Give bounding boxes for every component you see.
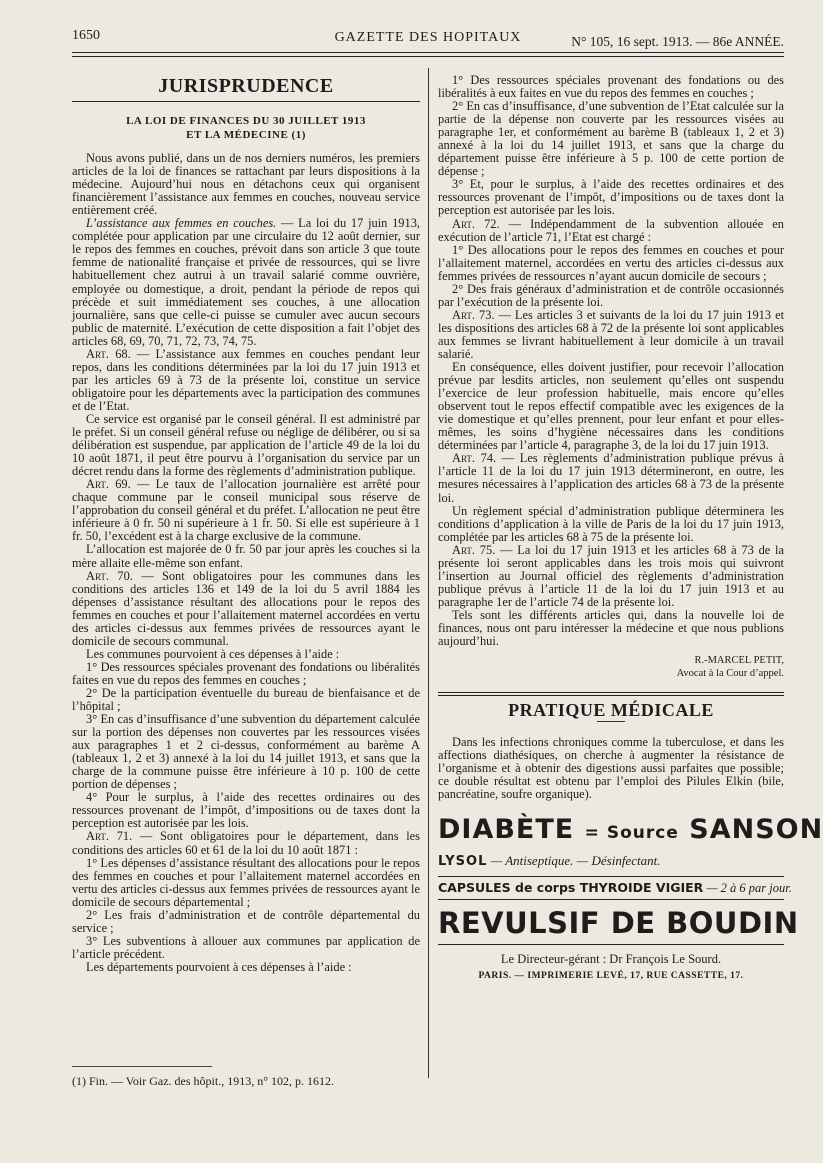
list-item: 1° Des ressources spéciales provenant des fondations ou des libéralités à eux faites en vue du repos des femmes en couches ;: [438, 73, 784, 101]
section-title-pratique-medicale: PRATIQUE MÉDICALE: [508, 700, 714, 721]
page-number: 1650: [72, 28, 100, 43]
paragraph: Un règlement spécial d’administration publique déterminera les conditions d’application à la ville de Paris de la loi du 17 juin 1913, complétée par les articles 68 à 75 de la présente loi.: [438, 503, 784, 544]
list-item: 2° Des frais généraux d’administration et de contrôle occasionnés par l’exécution de la présente loi.: [438, 281, 784, 309]
ad-capsules-thyroide: CAPSULES de corps THYROIDE VIGIER — 2 à 6 par jour.: [438, 876, 784, 900]
paragraph: Ce service est organisé par le conseil général. Il est administré par le préfet. Si un conseil général refuse ou néglige de délibérer, ou si sa délibération est suspendue, par application de l’article 49 de la loi du 10 août 1871, il peut être pourvu à l’organisation du service par un décret rendu dans la forme des règlements d’administration publique.: [72, 411, 420, 479]
page-header: [72, 24, 784, 48]
list-item: 1° Des ressources spéciales provenant des fondations ou libéralités faites en vue du repos des femmes en couches ;: [72, 659, 420, 687]
section-separator: [438, 692, 784, 696]
article-70: Art. 70. — Sont obligatoires pour les communes dans les conditions des articles 136 et 149 de la loi du 5 avril 1884 les dépenses d’assistance résultant des allocations pour le repos des femmes en couches et pour l’allaitement maternel accordées en vertu des articles ci-dessus aux femmes privées de ressources ayant le domicile de secours communal.: [72, 568, 421, 648]
issue-info: N° 105, 16 sept. 1913. — 86e ANNÉE.: [571, 34, 784, 49]
header-rule-bottom: [72, 56, 784, 57]
list-item: 3° Les subventions à allouer aux communes par application de l’article précédent.: [72, 933, 420, 961]
list-item: 2° En cas d’insuffisance, d’une subvention de l’Etat calculée sur la partie de la dépense non couverte par les ressources visées au paragraphe 1er, et conformément au barème B (tableaux 1, 2 et 3) annexé à la loi du 14 juillet 1913, et sans que la charge du département puisse être inférieure à 5 p. 100 de cette portion de dépense ;: [438, 99, 784, 179]
ad-lysol: LYSOL — Antiseptique. — Désinfectant.: [438, 853, 661, 870]
list-item: 2° De la participation éventuelle du bureau de bienfaisance et de l’hôpital ;: [72, 685, 420, 714]
left-column: [72, 74, 420, 974]
paragraph: Nous avons publié, dans un de nos derniers numéros, les premiers articles de la loi de finances se rattachant par leurs dispositions à la médecine. Aujourd’hui nous en détachons ceux qui organisent financièrement l’assistance aux femmes en couches, nouveau service entièrement créé.: [72, 151, 420, 218]
paragraph: Dans les infections chroniques comme la tuberculose, et dans les affections diathésiques, on cherche à augmenter la résistance de l’organisme et à obtenir des digestions aussi parfaites que possible; ce double résultat est obtenu par l’emploi des Pilules Elkin (bile, pancréatine, soufre organique).: [438, 735, 784, 802]
paragraph: L’assistance aux femmes en couches. — La loi du 17 juin 1913, complétée pour application par une circulaire du 12 août dernier, sur le repos des femmes en couches, prévoit dans son article 3 que toute femme de nationalité française et privée de ressources, qui se livre habituellement chez autrui à un travail salarié comme ouvrière, employée ou domestique, a droit, pendant la période de repos qui précède et suit immédiatement ses couches, à une allocation journalière, sans que celle-ci puisse se cumuler avec aucun secours public de maternité. L’exécution de cette disposition a fait l’objet des articles 68, 69, 70, 71, 72, 73, 74, 75.: [72, 216, 420, 348]
author-signature: R.-MARCEL PETIT, Avocat à la Cour d’appel.: [676, 655, 784, 680]
paragraph: Les départements pourvoient à ces dépenses à l’aide :: [86, 959, 352, 974]
article-73: Art. 73. — Les articles 3 et suivants de la loi du 17 juin 1913 et les dispositions des articles 68 à 72 de la présente loi sont applicables aux femmes se livrant habituellement à leur domicile à un travail salarié.: [438, 307, 785, 361]
right-column: [438, 73, 823, 984]
header-rule-top: [72, 52, 784, 53]
column-divider: [428, 68, 429, 1078]
article-75: Art. 75. — La loi du 17 juin 1913 et les articles 68 à 73 de la présente loi seront applicables dans les trois mois qui suivront l’insertion au Journal officiel des règlements d’administration publique prévus à l’article 11 de la loi du 17 juin 1913 et au paragraphe 1er de l’article 74 de la présente loi.: [438, 542, 784, 609]
article-72: Art. 72. — Indépendamment de la subvention allouée en exécution de l’article 71, l’Etat est chargé :: [438, 216, 785, 244]
article-74: Art. 74. — Les règlements d’administration publique prévus à l’article 11 de la loi du 17 juin 1913 détermineront, en outre, les mesures nécessaires à l’application des articles 68 à 73 de la présente loi.: [438, 451, 785, 505]
article-71: Art. 71. — Sont obligatoires pour le département, dans les conditions des articles 60 et 61 de la loi du 10 août 1871 :: [72, 829, 421, 857]
footnote: (1) Fin. — Voir Gaz. des hôpit., 1913, n° 102, p. 1612.: [72, 1074, 335, 1088]
list-item: 2° Les frais d’administration et de contrôle départemental du service ;: [72, 907, 420, 935]
paragraph: Les communes pourvoient à ces dépenses à l’aide :: [86, 646, 340, 661]
printer-line: PARIS. — IMPRIMERIE LEVÉ, 17, RUE CASSETTE, 17.: [478, 971, 744, 982]
ad-revulsif-boudin: REVULSIF DE BOUDIN: [438, 906, 784, 945]
director-line: Le Directeur-gérant : Dr François Le Sourd.: [500, 952, 722, 967]
footnote-rule: [72, 1066, 212, 1067]
paragraph: Tels sont les différents articles qui, dans la nouvelle loi de finances, nous ont paru intéresser la médecine et que nous publions aujourd’hui.: [438, 607, 784, 649]
title-rule: [597, 721, 625, 722]
list-item: 3° En cas d’insuffisance d’une subvention du département calculée sur la portion des dépenses non couvertes par les ressources visées aux paragraphes 1 et 2 ci-dessus, conformément au barème A (tableaux 1, 2 et 3) annexé à la loi du 14 juillet 1913, et sans que la charge de la commune puisse être inférieure à 10 p. 100 de cette portion de dépenses ;: [72, 712, 420, 792]
article-69: Art. 69. — Le taux de l’allocation journalière est arrêté pour chaque commune par le conseil municipal sous réserve de l’approbation du conseil général et du préfet. L’allocation ne peut être inférieure à 0 fr. 50 ni supérieure à 1 fr. 50. Si elle est supérieure à 1 fr. 50, l’excédent est à la charge exclusive de la commune.: [72, 477, 421, 544]
list-item: 1° Les dépenses d’assistance résultant des allocations pour le repos des femmes en couches et pour l’allaitement maternel accordées en vertu des articles ci-dessus aux femmes privées de ressources ayant le domicile de secours départemental ;: [72, 855, 420, 909]
section-title-jurisprudence: JURISPRUDENCE: [158, 75, 334, 97]
list-item: 4° Pour le surplus, à l’aide des recettes ordinaires ou des ressources provenant de l’impôt, d’impositions ou de taxes dont la perception est autorisée par les lois.: [72, 790, 420, 831]
paragraph: En conséquence, elles doivent justifier, pour recevoir l’allocation prévue par lesdits articles, non seulement qu’elles ont suspendu l’exercice de leur profession habituelle, mais encore qu’elles observent tout le repos effectif compatible avec les exigences de la vie domestique et qu’elles prennent, pour leur enfant et pour elles-mêmes, les soins d’hygiène nécessaires dans les conditions déterminées par l’article 4, paragraphe 3, de la loi du 17 juin 1913.: [438, 360, 784, 453]
article-68: Art. 68. — L’assistance aux femmes en couches pendant leur repos, dans les conditions déterminées par la loi du 17 juin 1913 et par les articles 69 à 73 de la présente loi, constitue un service obligatoire pour les départements avec la participation des communes et de l’Etat.: [72, 346, 420, 413]
article-title: LA LOI DE FINANCES DU 30 JUILLET 1913 ET LA MÉDECINE (1): [126, 115, 366, 142]
journal-title: GAZETTE DES HOPITAUX: [334, 30, 522, 45]
section-rule: [72, 101, 420, 102]
list-item: 3° Et, pour le surplus, à l’aide des recettes ordinaires et des ressources provenant de l’impôt, d’impositions ou de taxes dont la perception est autorisée par les lois.: [438, 177, 784, 218]
ad-diabete-sanson: DIABÈTE = Source SANSON: [438, 814, 823, 846]
list-item: 1° Des allocations pour le repos des femmes en couches et pour l’allaitement maternel, accordées en vertu des articles ci-dessus aux femmes privées de ressources n’ayant aucun domicile de secours ;: [438, 242, 784, 283]
paragraph: L’allocation est majorée de 0 fr. 50 par jour après les couches si la mère allaite elle-même son enfant.: [72, 542, 420, 570]
